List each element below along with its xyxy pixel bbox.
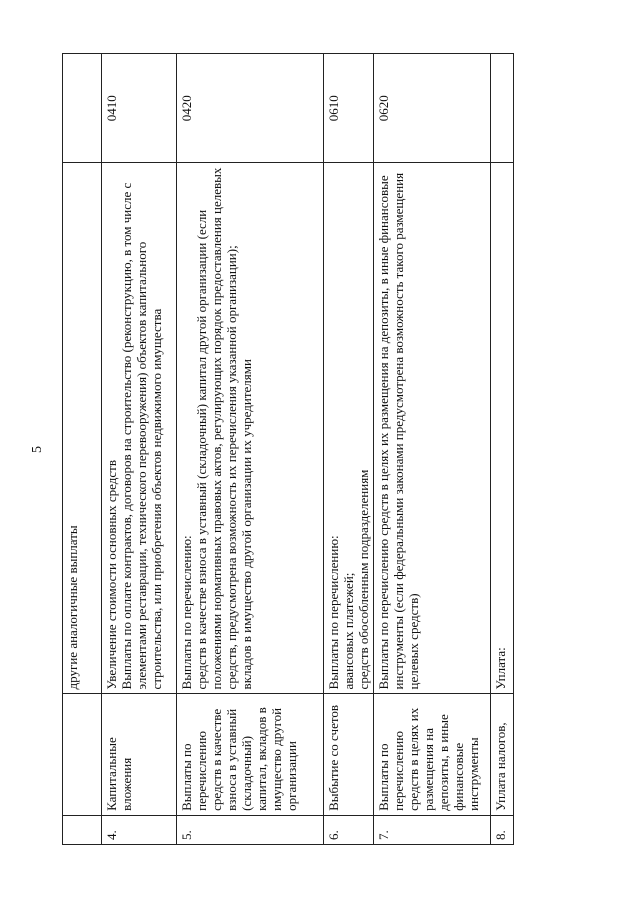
row-code bbox=[63, 54, 102, 163]
row-number: 8. bbox=[491, 815, 514, 844]
row-code: 0410 bbox=[102, 54, 177, 163]
description-line: Выплаты по оплате контрактов, договоров на строительство (реконструкцию, в том числе с элементами реставрации, технического перевооружения) объектов капитального строительства, или приобретения объектов недвижимого имущества bbox=[119, 182, 164, 690]
table-row bbox=[491, 54, 514, 845]
description-line: авансовых платежей; bbox=[341, 572, 356, 690]
row-description bbox=[177, 163, 324, 694]
row-description bbox=[324, 163, 374, 694]
description-line: Выплаты по перечислению: bbox=[179, 535, 194, 690]
description-line: средств обособленным подразделениям bbox=[356, 469, 371, 690]
row-description bbox=[491, 163, 514, 694]
row-name: Уплата налогов, bbox=[491, 694, 514, 815]
row-code bbox=[491, 54, 514, 163]
table-row bbox=[177, 54, 324, 845]
row-code: 0620 bbox=[374, 54, 491, 163]
description-line: Уплата: bbox=[493, 647, 508, 690]
row-number: 4. bbox=[102, 815, 177, 844]
description-line: Выплаты по перечислению средств в целях их размещения на депозиты, в иные финансовые инструменты (если федеральными законами предусмотрена возможность такого размещения целевых средств) bbox=[376, 172, 421, 690]
row-name: Выплаты по перечислению средств в целях их размещения на депозиты, в иные финансовые инструменты bbox=[374, 694, 491, 815]
table-row bbox=[324, 54, 374, 845]
description-line: вкладов в имущество другой организации их учредителями bbox=[239, 359, 254, 690]
row-number bbox=[63, 815, 102, 844]
description-line: Увеличение стоимости основных средств bbox=[104, 460, 119, 690]
row-name: Выбытие со счетов bbox=[324, 694, 374, 815]
description-line: средств в качестве взноса в уставный (складочный) капитал другой организации (если положениями нормативных правовых актов, регулирующих порядок предоставления целевых средств, предусмотрена возможность их перечисления указанной организации); bbox=[194, 167, 239, 690]
table-row bbox=[63, 54, 102, 845]
row-code: 0420 bbox=[177, 54, 324, 163]
row-name bbox=[63, 694, 102, 815]
row-name: Капитальные вложения bbox=[102, 694, 177, 815]
row-name: Выплаты по перечислению средств в качестве взноса в уставный (складочный) капитал, вкладов в имущество другой организации bbox=[177, 694, 324, 815]
row-number: 5. bbox=[177, 815, 324, 844]
row-code: 0610 bbox=[324, 54, 374, 163]
row-number: 7. bbox=[374, 815, 491, 844]
codes-table bbox=[62, 53, 514, 845]
table-row bbox=[374, 54, 491, 845]
description-line: Выплаты по перечислению: bbox=[326, 535, 341, 690]
page-number: 5 bbox=[30, 446, 45, 453]
row-description bbox=[374, 163, 491, 694]
description-line: другие аналогичные выплаты bbox=[65, 525, 80, 690]
row-description bbox=[63, 163, 102, 694]
table-row bbox=[102, 54, 177, 845]
row-number: 6. bbox=[324, 815, 374, 844]
row-description bbox=[102, 163, 177, 694]
